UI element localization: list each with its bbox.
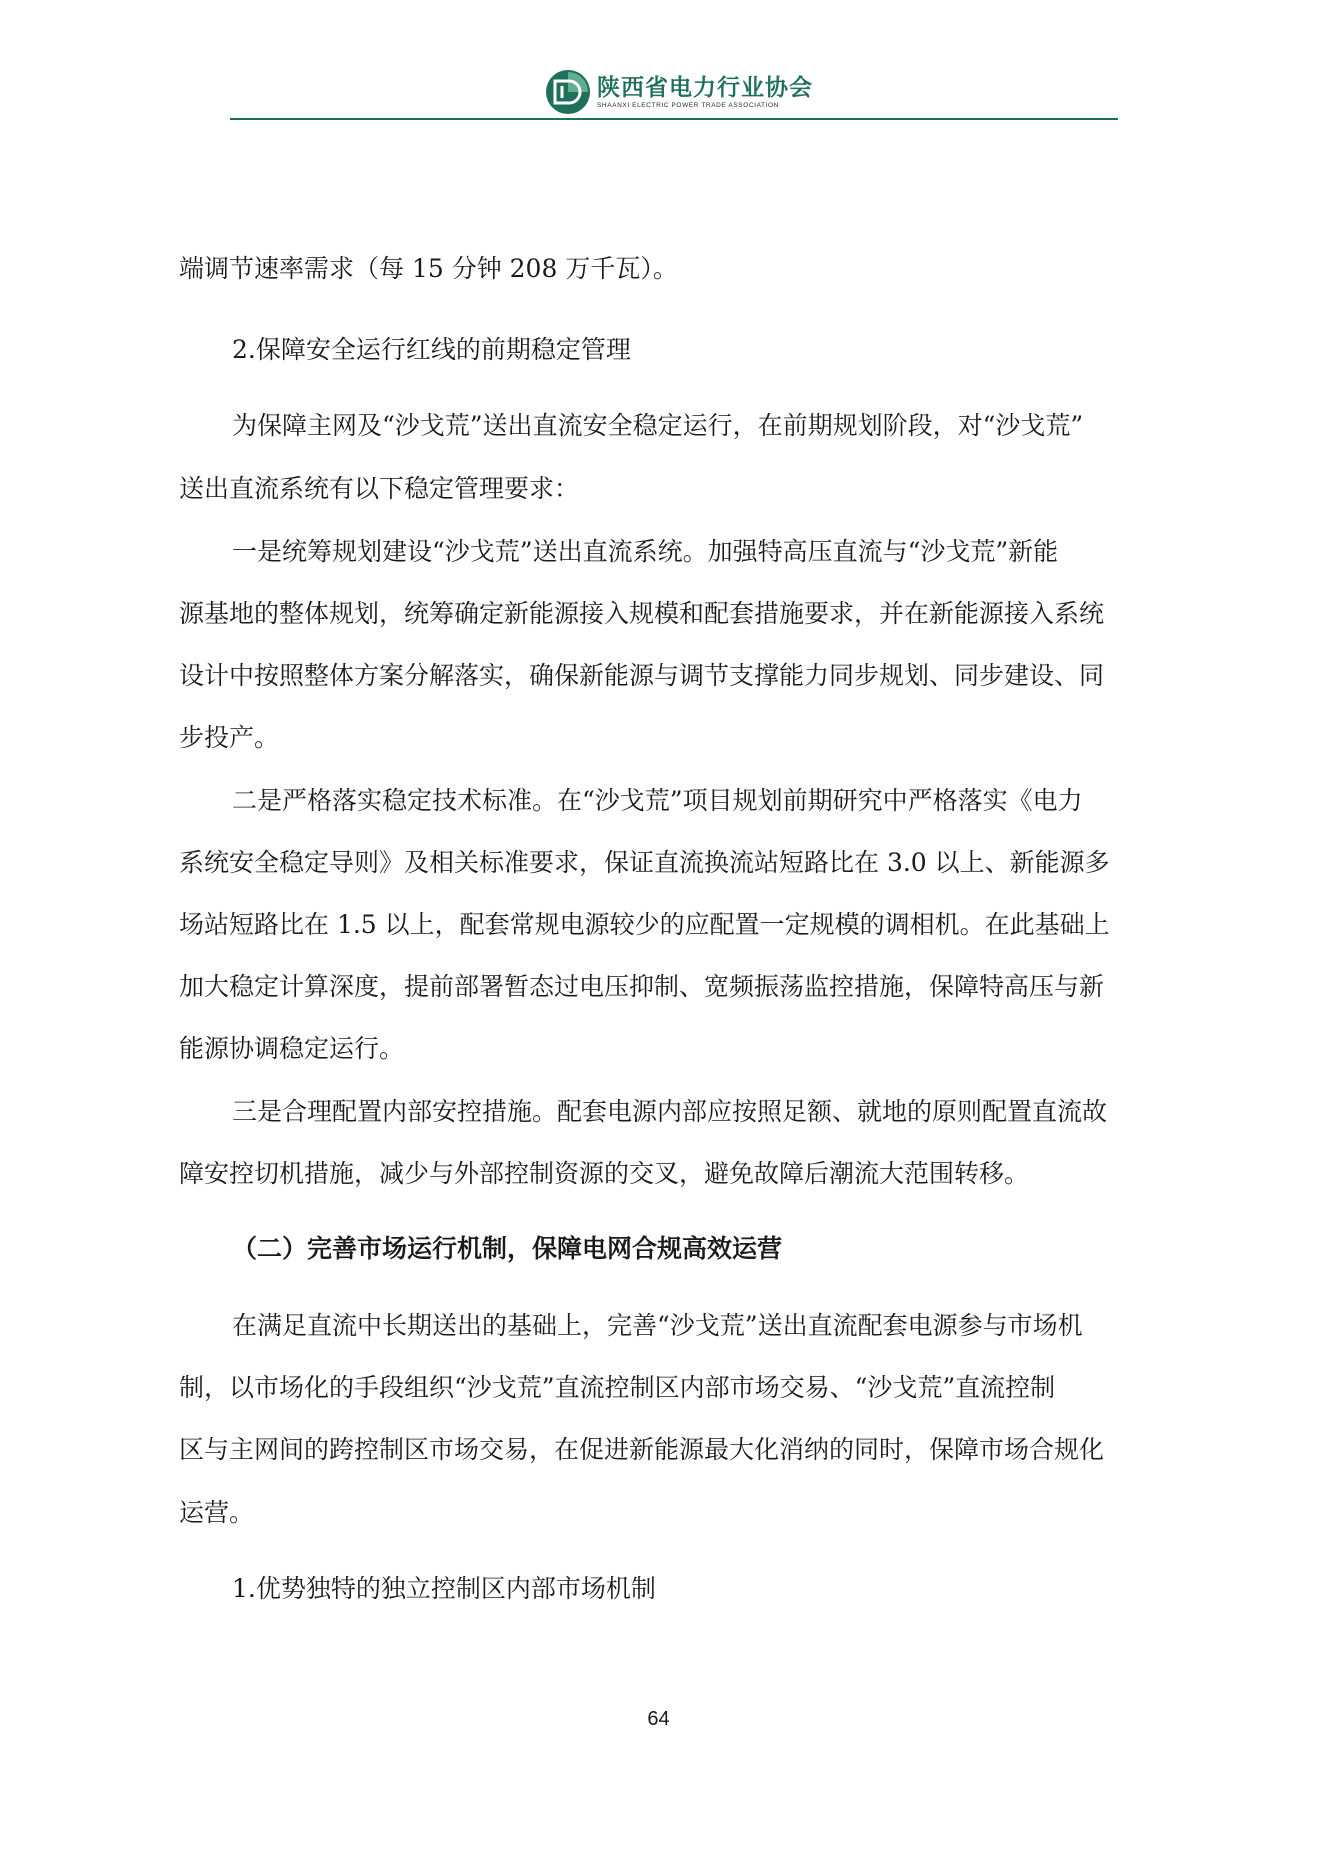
logo-emblem-icon (545, 69, 591, 115)
org-name-en: SHAANXI ELECTRIC POWER TRADE ASSOCIATION (597, 101, 779, 109)
section-heading: 2.保障安全运行红线的前期稳定管理 (232, 335, 631, 364)
text-line: 制，以市场化的手段组织“沙戈荒”直流控制区内部市场交易、“沙戈荒”直流控制 (179, 1373, 1056, 1402)
text-line: 送出直流系统有以下稳定管理要求： (179, 474, 580, 503)
text-line: 一是统筹规划建设“沙戈荒”送出直流系统。加强特高压直流与“沙戈荒”新能 (232, 537, 1059, 566)
page-number: 64 (647, 1708, 670, 1730)
text-line: 三是合理配置内部安控措施。配套电源内部应按照足额、就地的原则配置直流故 (232, 1097, 1108, 1126)
page-header (0, 0, 1317, 125)
text-line: 障安控切机措施，减少与外部控制资源的交叉，避免故障后潮流大范围转移。 (179, 1159, 1030, 1188)
org-name-cn: 陕西省电力行业协会 (597, 74, 813, 101)
text-line: 步投产。 (179, 723, 280, 752)
text-line: 加大稳定计算深度，提前部署暂态过电压抑制、宽频振荡监控措施，保障特高压与新 (179, 972, 1105, 1001)
text-line: 系统安全稳定导则》及相关标准要求，保证直流换流站短路比在 3.0 以上、新能源多 (179, 848, 1110, 877)
text-line: 源基地的整体规划，统筹确定新能源接入规模和配套措施要求，并在新能源接入系统 (179, 599, 1105, 628)
text-line: 运营。 (179, 1498, 255, 1527)
text-line: 为保障主网及“沙戈荒”送出直流安全稳定运行，在前期规划阶段，对“沙戈荒” (232, 411, 1084, 440)
text-line: 二是严格落实稳定技术标准。在“沙戈荒”项目规划前期研究中严格落实《电力 (232, 786, 1083, 815)
text-line: 场站短路比在 1.5 以上，配套常规电源较少的应配置一定规模的调相机。在此基础上 (179, 910, 1110, 939)
text-line: 能源协调稳定运行。 (179, 1034, 405, 1063)
section-heading: 1.优势独特的独立控制区内部市场机制 (232, 1574, 656, 1603)
text-line: 设计中按照整体方案分解落实，确保新能源与调节支撑能力同步规划、同步建设、同 (179, 661, 1105, 690)
text-line: 区与主网间的跨控制区市场交易，在促进新能源最大化消纳的同时，保障市场合规化 (179, 1435, 1105, 1464)
text-line: 端调节速率需求（每 15 分钟 208 万千瓦）。 (179, 254, 678, 283)
text-line: 在满足直流中长期送出的基础上，完善“沙戈荒”送出直流配套电源参与市场机 (232, 1311, 1083, 1340)
association-logo (545, 66, 825, 118)
header-divider (230, 118, 1118, 120)
section-heading-bold: （二）完善市场运行机制，保障电网合规高效运营 (232, 1234, 783, 1263)
